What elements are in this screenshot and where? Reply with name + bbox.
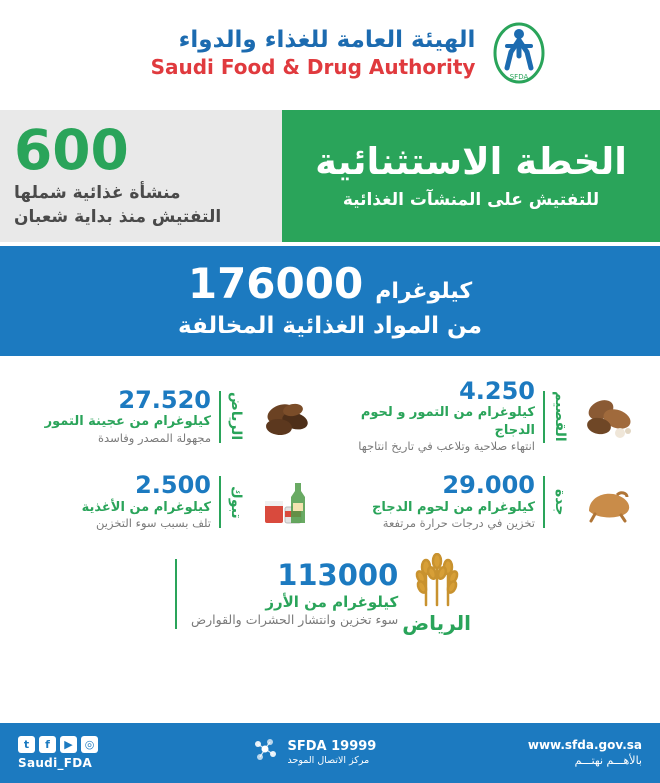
- page-footer: [0, 723, 660, 783]
- plan-count-line1: منشأة غذائية شملها: [14, 182, 181, 203]
- stat-text: [339, 472, 543, 531]
- plan-subtitle: للتفتيش على المنشآت الغذائية: [342, 190, 600, 211]
- riyadh-number: 113000: [277, 557, 399, 592]
- sfda-logo-icon: [489, 22, 545, 84]
- header-titles: [151, 27, 476, 78]
- plan-count-line2: التفتيش منذ بداية شعبان: [14, 206, 222, 227]
- stat-line1: كيلوغرام من لحوم الدجاج: [372, 499, 535, 515]
- stats-row-2: [0, 463, 660, 541]
- stat-item-jeddah: [333, 463, 651, 541]
- stat-number: 27.520: [118, 385, 211, 414]
- total-row: [187, 259, 473, 308]
- stat-line1: كيلوغرام من التمور و لحوم الدجاج: [360, 405, 535, 438]
- stat-city-label: جدة: [543, 476, 575, 528]
- header-title-arabic: الهيئة العامة للغذاء والدواء: [178, 27, 476, 54]
- stat-line2: مجهولة المصدر وفاسدة: [98, 430, 211, 445]
- stat-item-riyadh-paste: [9, 370, 327, 463]
- stat-city-label: القصيم: [543, 391, 575, 443]
- stat-item-qassim: [333, 370, 651, 463]
- stat-number: 2.500: [135, 471, 211, 500]
- call-center-block: [250, 736, 377, 770]
- stat-city-label: الرياض: [219, 391, 251, 443]
- riyadh-icon-block: [402, 553, 485, 635]
- stat-line2: تلف بسبب سوء التخزين: [96, 516, 211, 531]
- plan-band: [0, 110, 660, 242]
- stat-line2: انتهاء صلاحية وتلاعب في تاريخ انتاجها: [358, 439, 535, 454]
- social-block: [18, 736, 98, 770]
- stat-city-label: تبوك: [219, 476, 251, 528]
- sfda-number: SFDA 19999: [287, 738, 377, 754]
- stat-line1: كيلوغرام من عجينة التمور: [44, 414, 211, 430]
- call-center-label: مركز الاتصال الموحد: [287, 755, 370, 767]
- stat-text: [15, 472, 219, 531]
- stat-number: 4.250: [459, 377, 535, 405]
- plan-title: الخطة الاستثنائية: [315, 139, 627, 183]
- stat-number: 29.000: [442, 471, 535, 500]
- riyadh-line1: كيلوغرام من الأرز: [265, 593, 399, 612]
- svg-text:SFDA: SFDA: [510, 73, 529, 81]
- total-band: [0, 246, 660, 356]
- canned-food-icon: [251, 471, 321, 533]
- twitter-icon[interactable]: t: [18, 736, 35, 753]
- wheat-icon: [406, 553, 468, 609]
- riyadh-line2: سوء تخزين وانتشار الحشرات والقوارض: [191, 612, 399, 628]
- stats-row-1: [0, 370, 660, 463]
- slogan: بالأهـــم نهتـــم: [574, 753, 642, 767]
- social-handle: Saudi_FDA: [18, 756, 93, 770]
- stat-text: [339, 378, 543, 455]
- total-number: 176000: [187, 259, 364, 308]
- social-icons: [18, 736, 98, 753]
- riyadh-city-label: الرياض: [402, 611, 471, 635]
- stat-line1: كيلوغرام من الأغذية: [81, 499, 211, 515]
- chicken-icon: [575, 471, 645, 533]
- header-brand: [151, 22, 546, 84]
- stat-text: [15, 387, 219, 446]
- stat-item-tabuk: [9, 463, 327, 541]
- date-paste-icon: [251, 386, 321, 448]
- stat-item-riyadh-rice: [0, 553, 660, 635]
- instagram-icon[interactable]: ◎: [81, 736, 98, 753]
- riyadh-text: [175, 559, 402, 629]
- youtube-icon[interactable]: ▶: [60, 736, 77, 753]
- dates-icon: [575, 386, 645, 448]
- plan-title-block: [282, 110, 660, 242]
- call-center-text: [288, 739, 377, 767]
- website-url[interactable]: www.sfda.gov.sa: [527, 738, 642, 753]
- total-subtitle: من المواد الغذائية المخالفة: [178, 313, 482, 339]
- plan-count-block: [0, 110, 282, 242]
- total-unit: كيلوغرام: [375, 279, 473, 304]
- plan-count-number: 600: [14, 117, 129, 182]
- stats-section: [0, 356, 660, 635]
- website-block: [528, 738, 642, 768]
- facebook-icon[interactable]: f: [39, 736, 56, 753]
- page-header: [0, 0, 660, 106]
- sfda-footer-logo-icon: [250, 736, 280, 770]
- stat-line2: تخزين في درجات حرارة مرتفعة: [382, 516, 535, 531]
- header-title-english: Saudi Food & Drug Authority: [150, 54, 476, 79]
